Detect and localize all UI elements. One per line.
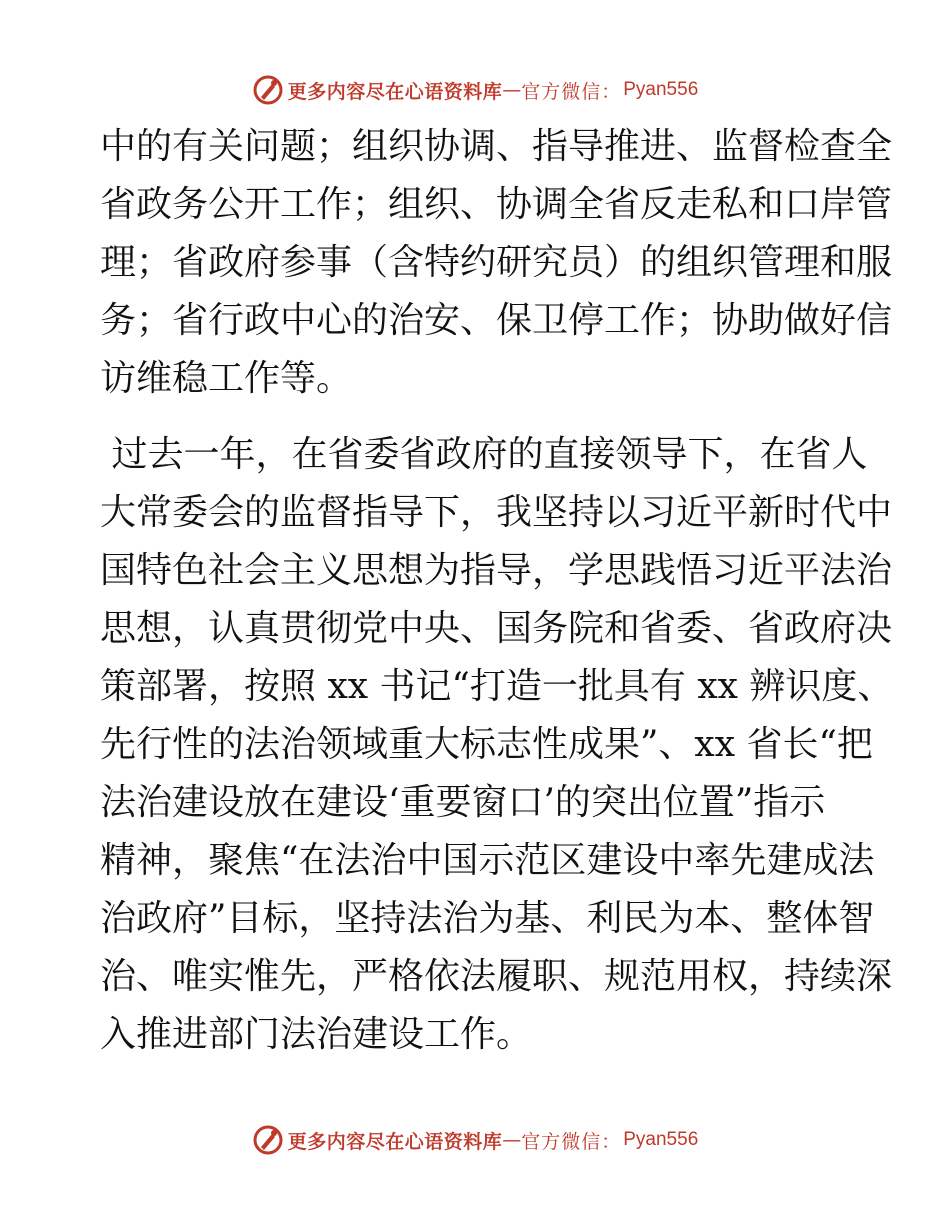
watermark-separator: —	[502, 79, 522, 101]
watermark-label: 官方微信：	[521, 1130, 622, 1153]
text-line: 思想，认真贯彻党中央、国务院和省委、省政府决	[100, 608, 893, 649]
watermark-label: 官方微信：	[521, 80, 622, 103]
text-line: 大常委会的监督指导下，我坚持以习近平新时代中	[100, 492, 893, 533]
text-line: 精神，聚焦“在法治中国示范区建设中率先建成法	[100, 840, 875, 881]
pen-logo-icon	[252, 74, 284, 106]
paragraph-gap	[100, 408, 860, 426]
text-line: 过去一年，在省委省政府的直接领导下，在省人	[100, 434, 868, 475]
watermark-text: 更多内容尽在心语资料库	[287, 80, 503, 103]
text-line: 治政府”目标，坚持法治为基、利民为本、整体智	[100, 898, 875, 939]
text-line: 治、唯实惟先，严格依法履职、规范用权，持续深	[100, 956, 893, 997]
pen-logo-icon	[252, 1124, 284, 1156]
text-line: 先行性的法治领域重大标志性成果”、xx 省长“把	[100, 724, 873, 765]
text-line: 理；省政府参事（含特约研究员）的组织管理和服	[100, 242, 893, 283]
text-line: 务；省行政中心的治安、保卫停工作；协助做好信	[100, 300, 893, 341]
header-watermark	[0, 70, 950, 110]
footer-watermark	[0, 1120, 950, 1160]
paragraph	[100, 118, 893, 408]
text-line: 省政务公开工作；组织、协调全省反走私和口岸管	[100, 184, 893, 225]
text-line: 国特色社会主义思想为指导，学思践悟习近平法治	[100, 550, 893, 591]
document-body	[100, 118, 894, 1064]
text-line: 访维稳工作等。	[100, 358, 353, 399]
text-line: 策部署，按照 xx 书记“打造一批具有 xx 辨识度、	[100, 666, 894, 707]
text-line: 入推进部门法治建设工作。	[100, 1014, 533, 1055]
watermark-separator: —	[502, 1129, 522, 1151]
watermark-wechat-id: Pyan556	[623, 79, 699, 100]
text-line: 中的有关问题；组织协调、指导推进、监督检查全	[100, 126, 893, 167]
watermark-text: 更多内容尽在心语资料库	[287, 1130, 503, 1153]
watermark-wechat-id: Pyan556	[623, 1129, 699, 1150]
paragraph	[100, 426, 894, 1064]
text-line: 法治建设放在建设‘重要窗口’的突出位置”指示	[100, 782, 826, 823]
